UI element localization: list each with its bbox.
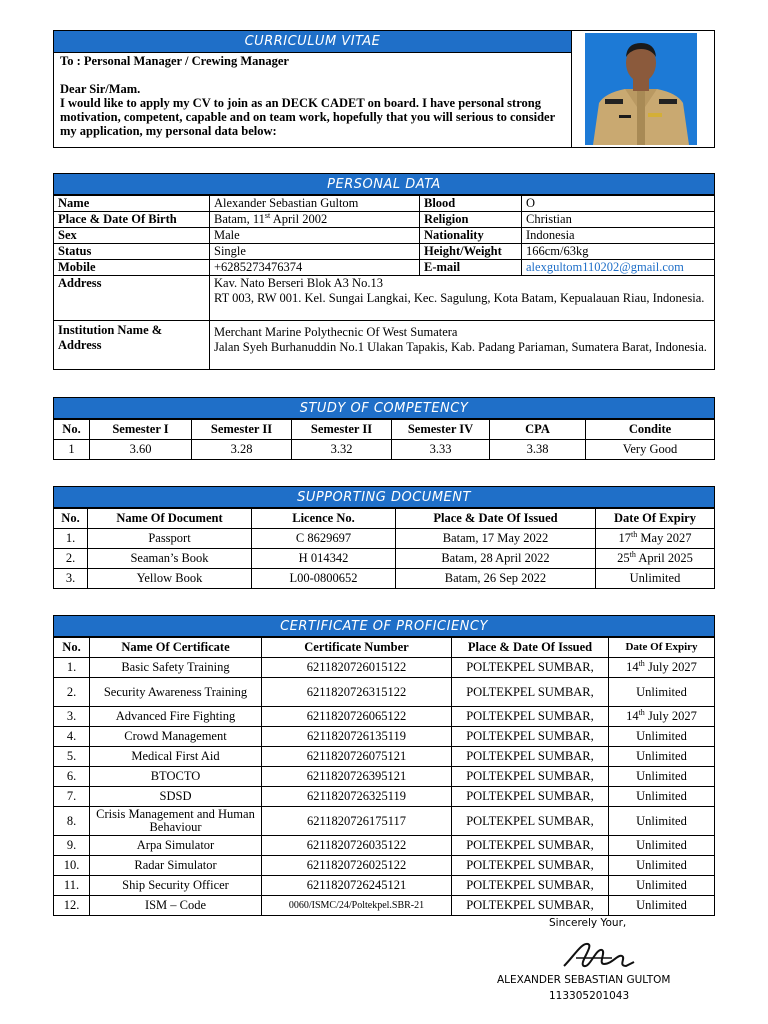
table-row (54, 244, 715, 260)
address-value: Kav. Nato Berseri Blok A3 No.13 RT 003, RW 001. Kel. Sungai Langkai, Kec. Sagulung, Kota Batam, Kepualauan Riau, Indonesia. (210, 276, 715, 321)
nationality-label: Nationality (420, 228, 522, 244)
salutation: Dear Sir/Mam. (60, 82, 141, 96)
table-row: 1 3.60 3.28 3.32 3.33 3.38 Very Good (54, 440, 715, 460)
signature-image (560, 936, 636, 972)
height-weight-label: Height/Weight (420, 244, 522, 260)
table-header-row: No. Semester I Semester II Semester II Semester IV CPA Condite (54, 420, 715, 440)
birth-label: Place & Date Of Birth (54, 212, 210, 228)
cv-header: CURRICULUM VITAE (54, 31, 571, 53)
closing-text: Sincerely Your, (549, 917, 627, 929)
personal-data-table (53, 195, 715, 370)
table-row: 5. Medical First Aid 6211820726075121 POLTEKPEL SUMBAR, Unlimited (54, 747, 715, 767)
table-row (54, 321, 715, 370)
sex-value: Male (210, 228, 420, 244)
religion-label: Religion (420, 212, 522, 228)
blood-value: O (522, 196, 715, 212)
table-row: 6. BTOCTO 6211820726395121 POLTEKPEL SUMBAR, Unlimited (54, 767, 715, 787)
competency-header: STUDY OF COMPETENCY (53, 397, 715, 419)
table-row (54, 228, 715, 244)
competency-section (53, 397, 715, 460)
supporting-document-header: SUPPORTING DOCUMENT (53, 486, 715, 508)
intro-text (54, 53, 571, 139)
supporting-document-table (53, 508, 715, 589)
table-header-row: No. Name Of Certificate Certificate Number Place & Date Of Issued Date Of Expiry (54, 638, 715, 658)
table-row (54, 260, 715, 276)
birth-value: Batam, 11st April 2002 (210, 212, 420, 228)
mobile-value: +6285273476374 (210, 260, 420, 276)
table-row (54, 212, 715, 228)
table-row: 2. Seaman’s Book H 014342 Batam, 28 April 2022 25th April 2025 (54, 549, 715, 569)
table-row: 11. Ship Security Officer 6211820726245121 POLTEKPEL SUMBAR, Unlimited (54, 876, 715, 896)
competency-table (53, 419, 715, 460)
mobile-label: Mobile (54, 260, 210, 276)
personal-data-header: PERSONAL DATA (53, 173, 715, 195)
supporting-document-section (53, 486, 715, 589)
table-row: 3. Yellow Book L00-0800652 Batam, 26 Sep 2022 Unlimited (54, 569, 715, 589)
height-weight-value: 166cm/63kg (522, 244, 715, 260)
certificate-section (53, 615, 715, 916)
profile-photo (585, 33, 697, 145)
table-row: 7. SDSD 6211820726325119 POLTEKPEL SUMBAR, Unlimited (54, 787, 715, 807)
table-row: 3. Advanced Fire Fighting 6211820726065122 POLTEKPEL SUMBAR, 14th July 2027 (54, 707, 715, 727)
status-value: Single (210, 244, 420, 260)
sex-label: Sex (54, 228, 210, 244)
institution-value: Merchant Marine Polythecnic Of West Sumatera Jalan Syeh Burhanuddin No.1 Ulakan Tapakis, Kab. Padang Pariaman, Sumatera Barat, Indonesia. (210, 321, 715, 370)
address-label: Address (54, 276, 210, 321)
intro-text-box (54, 31, 572, 147)
name-value: Alexander Sebastian Gultom (210, 196, 420, 212)
table-row: 4. Crowd Management 6211820726135119 POLTEKPEL SUMBAR, Unlimited (54, 727, 715, 747)
table-row: 1. Passport C 8629697 Batam, 17 May 2022 17th May 2027 (54, 529, 715, 549)
certificate-table (53, 637, 715, 916)
table-row: 9. Arpa Simulator 6211820726035122 POLTEKPEL SUMBAR, Unlimited (54, 836, 715, 856)
table-row (54, 276, 715, 321)
personal-data-section (53, 173, 715, 370)
table-row: 12. ISM – Code 0060/ISMC/24/Poltekpel.SBR-21 POLTEKPEL SUMBAR, Unlimited (54, 896, 715, 916)
status-label: Status (54, 244, 210, 260)
table-row: 8. Crisis Management and Human Behaviour 6211820726175117 POLTEKPEL SUMBAR, Unlimited (54, 807, 715, 836)
certificate-header: CERTIFICATE OF PROFICIENCY (53, 615, 715, 637)
table-header-row: No. Name Of Document Licence No. Place & Date Of Issued Date Of Expiry (54, 509, 715, 529)
table-row (54, 196, 715, 212)
religion-value: Christian (522, 212, 715, 228)
table-row: 1. Basic Safety Training 6211820726015122 POLTEKPEL SUMBAR, 14th July 2027 (54, 658, 715, 678)
name-label: Name (54, 196, 210, 212)
signer-name: ALEXANDER SEBASTIAN GULTOM (497, 974, 671, 986)
email-label: E-mail (420, 260, 522, 276)
email-link[interactable]: alexgultom110202@gmail.com (522, 260, 715, 276)
intro-section (53, 30, 715, 148)
to-line: To : Personal Manager / Crewing Manager (60, 54, 289, 68)
intro-body: I would like to apply my CV to join as an DECK CADET on board. I have personal strong motivation, competent, capable and on team work, hopefully that you will serious to consider my application, my personal data below: (60, 96, 555, 138)
table-row: 10. Radar Simulator 6211820726025122 POLTEKPEL SUMBAR, Unlimited (54, 856, 715, 876)
institution-label: Institution Name & Address (54, 321, 210, 370)
table-row: 2. Security Awareness Training 6211820726315122 POLTEKPEL SUMBAR, Unlimited (54, 678, 715, 707)
nationality-value: Indonesia (522, 228, 715, 244)
blood-label: Blood (420, 196, 522, 212)
signer-id: 113305201043 (549, 990, 630, 1002)
